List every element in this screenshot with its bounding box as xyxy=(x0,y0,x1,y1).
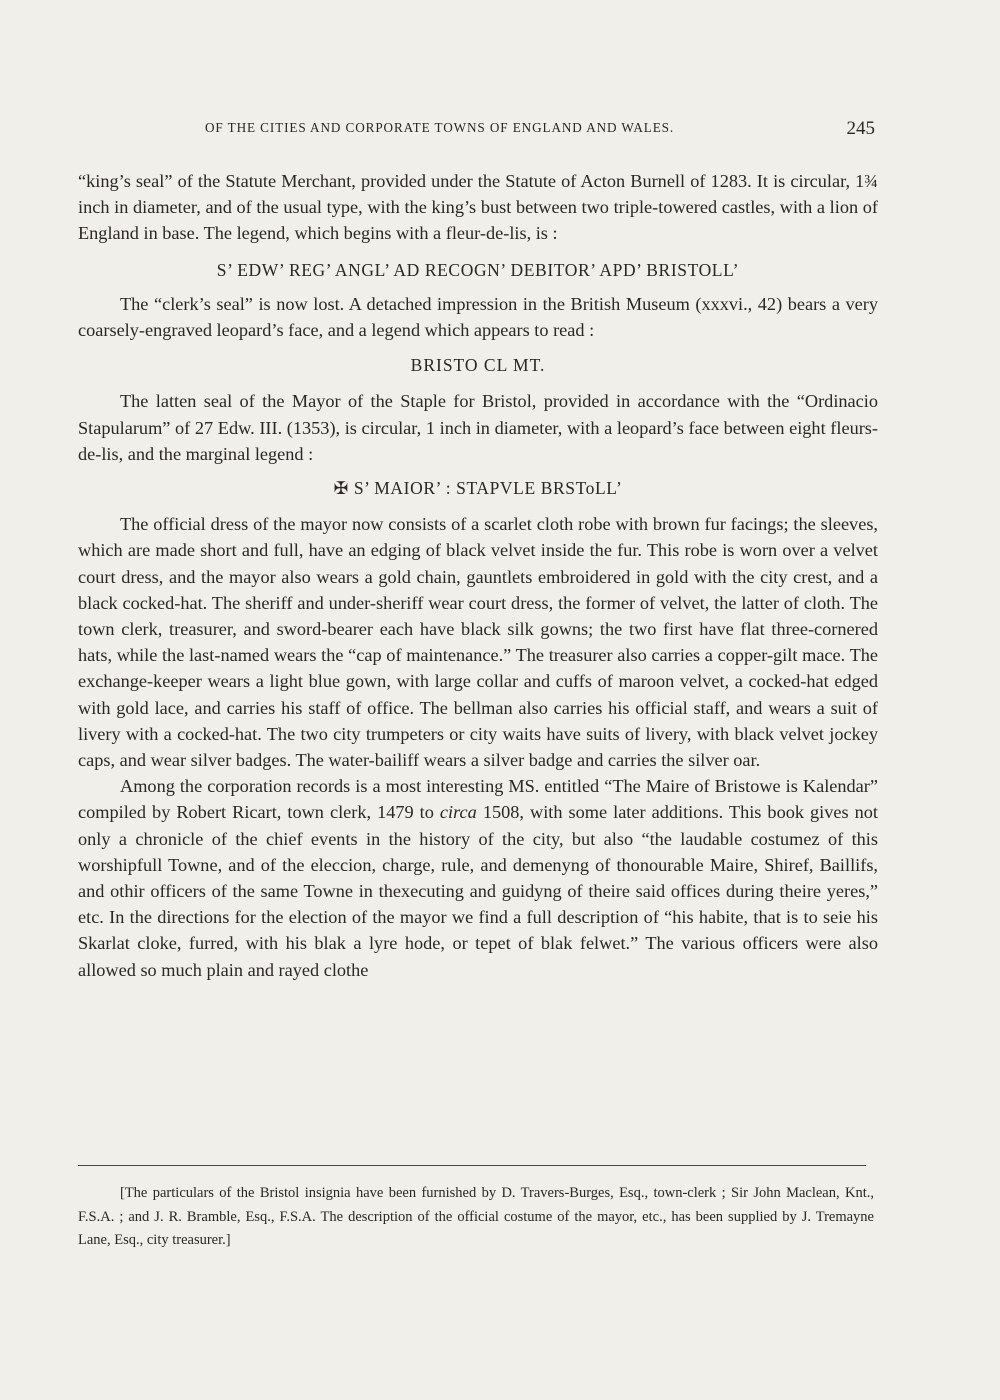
running-title: OF THE CITIES AND CORPORATE TOWNS OF ENGLAND AND WALES. xyxy=(205,120,675,135)
paragraph-statute-merchant: “king’s seal” of the Statute Merchant, provided under the Statute of Acton Burnell of 1283. It is circular, 1¾ inch in diameter, and of the usual type, with the king’s bust between two triple-towered castles, with a lion of England in base. The legend, which begins with a fleur-de-lis, is : xyxy=(78,171,878,244)
footnote: [The particulars of the Bristol insignia have been furnished by D. Travers-Burges, Esq., town-clerk ; Sir John Maclean, Knt., F.S.A. ; and J. R. Bramble, Esq., F.S.A. The description of the official costume of the mayor, etc., has been supplied by J. Tremayne Lane, Esq., city treasurer.] xyxy=(78,1185,874,1248)
paragraph-staple-seal: The latten seal of the Mayor of the Staple for Bristol, provided in accordance with the “Ordinacio Stapularum” of 27 Edw. III. (1353), is circular, 1 inch in diameter, with a leopard’s face between eight fleurs-de-lis, and the marginal legend : xyxy=(78,391,878,464)
footnote-divider xyxy=(78,1165,866,1166)
seal-legend-statute-merchant: S’ EDW’ REG’ ANGL’ AD RECOGN’ DEBITOR’ APD’ BRISTOLL’ xyxy=(216,259,740,280)
running-header xyxy=(150,118,875,144)
page-number: 245 xyxy=(846,118,875,139)
seal-legend-clerk: BRISTO CL MT. xyxy=(410,355,546,376)
body-text xyxy=(78,168,878,983)
records-text-start: Among the corporation records is a most interesting MS. entitled “The Maire of Bristowe is Kalendar” compiled by Robert Ricart, town clerk, 1479 to xyxy=(78,776,878,823)
seal-legend-staple: ✠ S’ MAIOR’ : STAPVLE BRSToLL’ xyxy=(333,478,623,499)
paragraph-clerks-seal: The “clerk’s seal” is now lost. A detached impression in the British Museum (xxxvi., 42) bears a very coarsely-engraved leopard’s face, and a legend which appears to read : xyxy=(78,293,878,341)
paragraph-official-dress: The official dress of the mayor now consists of a scarlet cloth robe with brown fur facings; the sleeves, which are made short and full, have an edging of black velvet inside the fur. This robe is worn over a velvet court dress, and the mayor also wears a gold chain, gauntlets embroidered in gold with the city crest, and a black cocked-hat. The sheriff and under-sheriff wear court dress, the former of velvet, the latter of cloth. The town clerk, treasurer, and sword-bearer each have black silk gowns; the two first have flat three-cornered hats, while the last-named wears the “cap of maintenance.” The treasurer also carries a copper-gilt mace. The exchange-keeper wears a light blue gown, with large collar and cuffs of maroon velvet, a cocked-hat edged with gold lace, and carries his staff of office. The bellman also carries his official staff, and wears a suit of livery with a cocked-hat. The two city trumpeters or city waits have suits of livery, with black velvet jockey caps, and wear silver badges. The water-bailiff wears a silver badge and carries the silver oar. xyxy=(78,514,878,771)
records-text-italic: circa xyxy=(439,802,477,823)
records-text-end: 1508, with some later additions. This book gives not only a chronicle of the chief events in the history of the city, but also “the laudable costumez of this worshipfull Towne, and of the eleccion, charge, rule, and demenyng of thonourable Maire, Shiref, Baillifs, and othir officers of the same Towne in thexecuting and guidyng of theire said offices during theire yeres,” etc. In the directions for the election of the mayor we find a full description of “his habite, that is to seie his Skarlat cloke, furred, with his blak a lyre hode, or tepet of blak felwet.” The various officers were also allowed so much plain and rayed clothe xyxy=(78,802,878,980)
paragraph-corporation-records xyxy=(78,773,878,983)
